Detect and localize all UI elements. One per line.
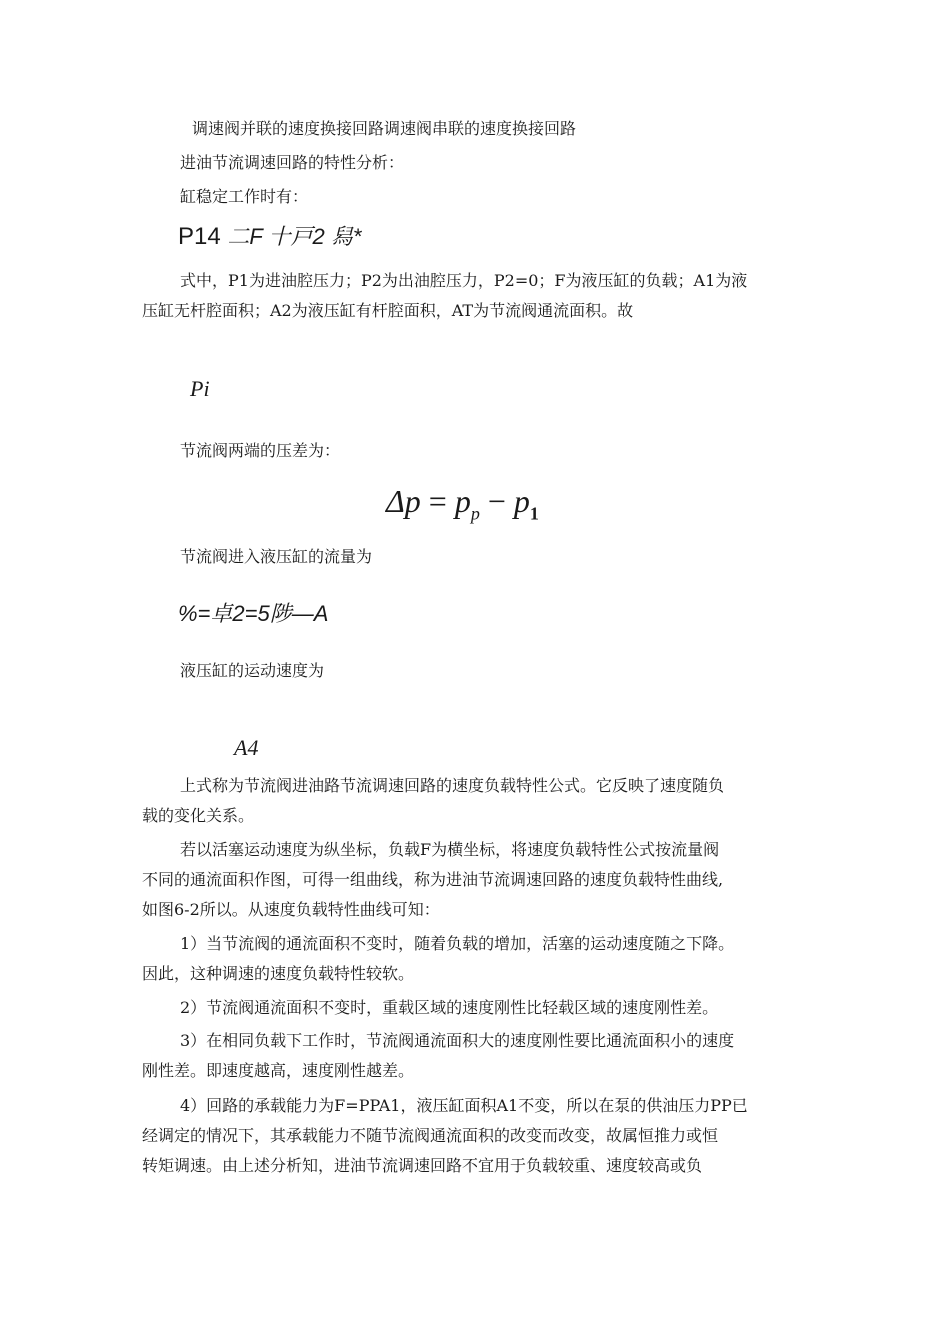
explain-line-1: 式中，P1为进油腔压力；P2为出油腔压力，P2=0；F为液压缸的负载；A1为液	[180, 271, 748, 290]
formula-3-pp-sub: p	[470, 503, 480, 524]
formula-5: A4	[234, 735, 259, 760]
paragraph-6-line-2: 经调定的情况下，其承载能力不随节流阀通流面积的改变而改变，故属恒推力或恒	[142, 1126, 719, 1145]
paragraph-3-line-1: 1）当节流阀的通流面积不变时，随着负载的增加，活塞的运动速度随之下降。	[180, 934, 735, 953]
formula-1-rest: 二F 十戸2 舄*	[227, 224, 362, 249]
formula-3-minus: −	[487, 483, 506, 519]
paragraph-5-line-2: 刚性差。即速度越高，速度刚性越差。	[142, 1061, 415, 1080]
velocity-label: 液压缸的运动速度为	[180, 661, 325, 680]
heading-line: 调速阀并联的速度换接回路调速阀串联的速度换接回路	[192, 119, 577, 138]
paragraph-2-line-3: 如图6-2所以。从速度负载特性曲线可知：	[142, 900, 440, 919]
formula-3-p1: p	[513, 483, 530, 519]
intro-line: 缸稳定工作时有：	[180, 187, 309, 206]
flow-label: 节流阀进入液压缸的流量为	[180, 547, 373, 566]
formula-3-delta: Δp	[386, 483, 421, 519]
paragraph-1-line-2: 载的变化关系。	[142, 806, 255, 825]
explain-line-2: 压缸无杆腔面积；A2为液压缸有杆腔面积，AT为节流阀通流面积。故	[142, 301, 634, 320]
formula-3	[386, 482, 539, 532]
formula-4: %=卓2=5陟—A	[178, 601, 329, 626]
paragraph-6-line-3: 转矩调速。由上述分析知，进油节流调速回路不宜用于负载较重、速度较高或负	[142, 1156, 703, 1175]
formula-3-pp: p	[454, 483, 471, 519]
paragraph-6-line-1: 4）回路的承载能力为F=PPA1，液压缸面积A1不变，所以在泵的供油压力PP已	[180, 1096, 748, 1115]
formula-3-p1-sub: 1	[529, 503, 539, 524]
section-title: 进油节流调速回路的特性分析：	[180, 153, 405, 172]
paragraph-2-line-2: 不同的通流面积作图，可得一组曲线，称为进油节流调速回路的速度负载特性曲线,	[142, 870, 724, 889]
paragraph-4-line-1: 2）节流阀通流面积不变时，重载区域的速度刚性比轻载区域的速度刚性差。	[180, 998, 719, 1017]
formula-2: Pi	[190, 376, 210, 401]
paragraph-3-line-2: 因此，这种调速的速度负载特性较软。	[142, 964, 415, 983]
paragraph-5-line-1: 3）在相同负载下工作时，节流阀通流面积大的速度刚性要比通流面积小的速度	[180, 1031, 735, 1050]
formula-1-lead: P14	[178, 223, 221, 250]
pressure-diff-label: 节流阀两端的压差为：	[180, 441, 341, 460]
formula-3-eq: =	[428, 483, 447, 519]
formula-1	[178, 222, 361, 252]
paragraph-2-line-1: 若以活塞运动速度为纵坐标，负载F为横坐标，将速度负载特性公式按流量阀	[180, 840, 720, 859]
paragraph-1-line-1: 上式称为节流阀进油路节流调速回路的速度负载特性公式。它反映了速度随负	[180, 776, 725, 795]
